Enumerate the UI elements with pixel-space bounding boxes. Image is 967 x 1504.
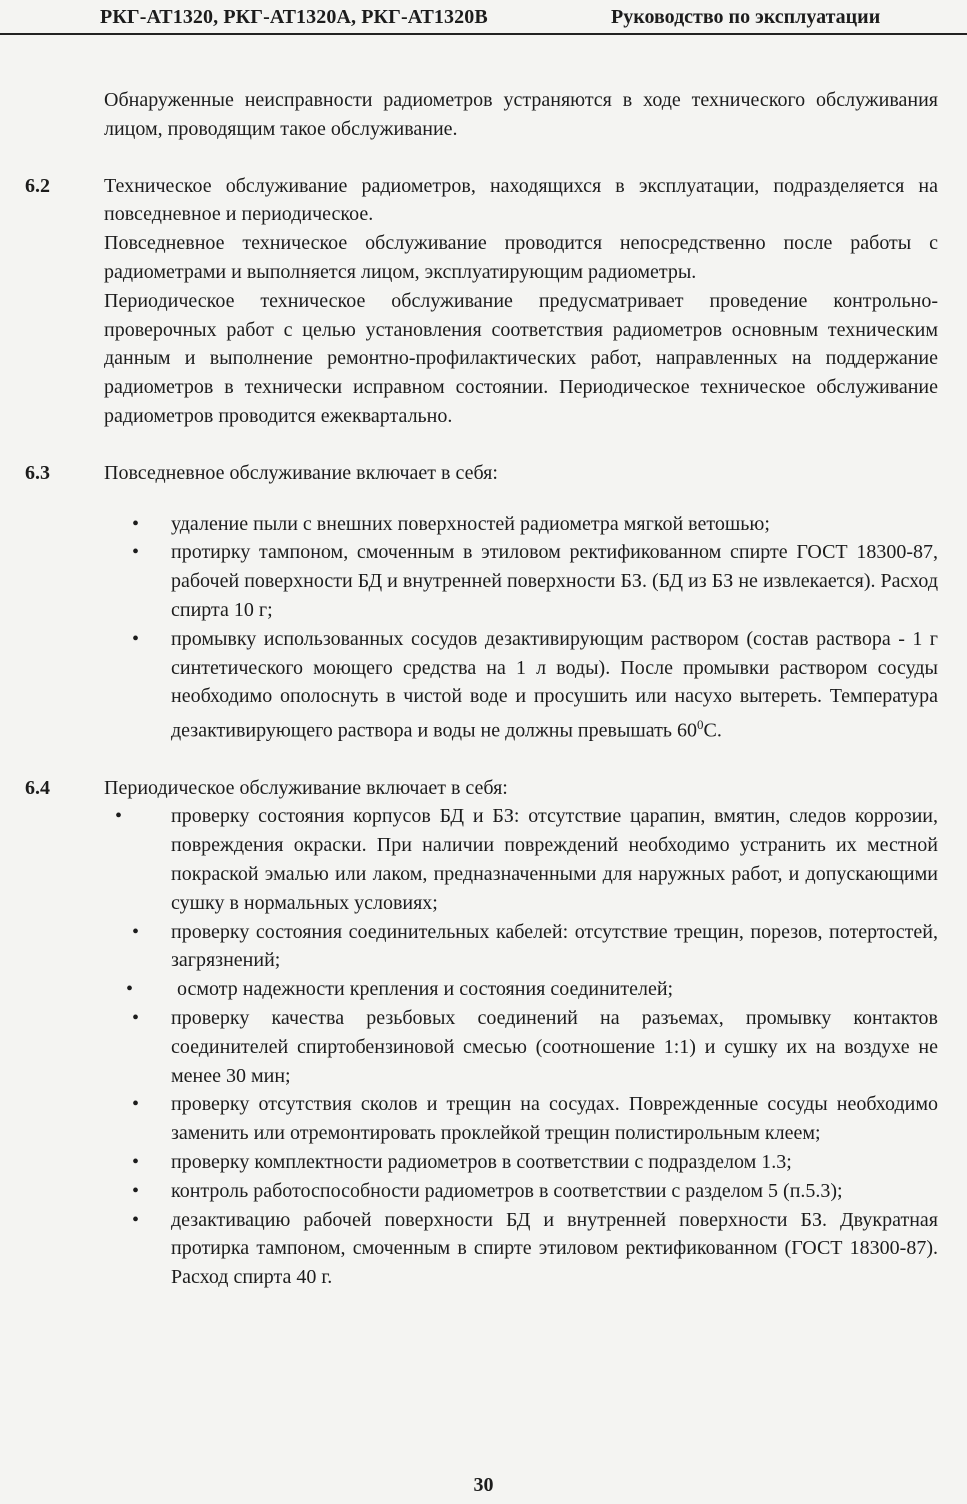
section-6-3 — [0, 459, 967, 746]
header-models: РКГ-АТ1320, РКГ-АТ1320А, РКГ-АТ1320В — [100, 6, 488, 28]
bullet-icon: • — [132, 512, 140, 535]
list-item-text: протирку тампоном, смоченным в этиловом ректификованном спирте ГОСТ 18300-87, рабочей поверхности БД и внутренней поверхности БЗ. (БД из БЗ не извлекается). Расход спирта 10 г; — [171, 541, 938, 621]
header-rule — [0, 33, 967, 35]
list-item — [115, 802, 938, 917]
bullet-icon: • — [115, 805, 123, 828]
list-item-text: проверку качества резьбовых соединений на разъемах, промывку контактов соединителей спиртобензиновой смесью (соотношение 1:1) и сушку их на воздухе не менее 30 мин; — [171, 1006, 938, 1087]
list-item — [132, 510, 938, 539]
section-number: 6.3 — [25, 461, 50, 484]
list-item — [132, 1148, 938, 1177]
list-item — [132, 1206, 938, 1292]
section-6-2-p2: Повседневное техническое обслуживание проводится непосредственно после работы с радиометрами и выполняется лицом, эксплуатирующим радиометры. — [104, 232, 938, 283]
header-doc-title: Руководство по эксплуатации — [611, 6, 881, 28]
daily-maintenance-list — [0, 510, 967, 746]
list-item — [132, 538, 938, 624]
section-6-4-title: Периодическое обслуживание включает в себя: — [104, 776, 508, 799]
periodic-maintenance-list — [0, 802, 967, 1292]
page-number: 30 — [473, 1474, 494, 1496]
degree-sup: 0 — [697, 717, 704, 733]
bullet-icon: • — [132, 627, 140, 650]
list-item-text: дезактивацию рабочей поверхности БД и внутренней поверхности БЗ. Двукратная протирка тампоном, смоченным в спирте этиловом ректификованном (ГОСТ 18300-87). Расход спирта 40 г. — [171, 1208, 938, 1289]
section-number: 6.4 — [25, 776, 50, 799]
list-item — [132, 1004, 938, 1090]
bullet-icon: • — [132, 1208, 140, 1231]
list-item-text: проверку состояния соединительных кабелей: отсутствие трещин, порезов, потертостей, загрязнений; — [171, 920, 938, 972]
list-item-text: проверку отсутствия сколов и трещин на сосудах. Поврежденные сосуды необходимо заменить или отремонтировать проклейкой трещин полистирольным клеем; — [171, 1093, 938, 1145]
section-6-3-title: Повседневное обслуживание включает в себя: — [104, 461, 498, 484]
section-6-2-p3: Периодическое техническое обслуживание предусматривает проведение контрольно-проверочных работ с целью установления соответствия радиометров основным техническим данным и выполнение ремонтно-профилактических работ, направленных на поддержание радиометров в технически исправном состоянии. Периодическое техническое обслуживание радиометров проводится ежеквартально. — [104, 289, 938, 427]
list-item-text: удаление пыли с внешних поверхностей радиометра мягкой ветошью; — [171, 512, 770, 535]
temp-unit: С. — [703, 719, 722, 742]
section-6-2-p1: Техническое обслуживание радиометров, находящихся в эксплуатации, подразделяется на повседневное и периодическое. — [104, 174, 938, 226]
bullet-icon: • — [132, 1093, 140, 1116]
section-6-4 — [0, 774, 967, 1292]
bullet-icon: • — [132, 1150, 140, 1173]
intro-paragraph: Обнаруженные неисправности радиометров устраняются в ходе технического обслуживания лицом, проводящим такое обслуживание. — [104, 89, 938, 140]
bullet-icon: • — [132, 541, 140, 564]
bullet-icon: • — [132, 1179, 140, 1202]
list-item — [132, 1177, 938, 1206]
page-header — [0, 0, 967, 34]
list-item — [132, 918, 938, 976]
list-item-text: проверку комплектности радиометров в соответствии с подразделом 1.3; — [171, 1150, 792, 1173]
bullet-icon: • — [132, 1006, 140, 1029]
section-6-2 — [0, 172, 967, 431]
list-item-text: проверку состояния корпусов БД и БЗ: отсутствие царапин, вмятин, следов коррозии, повреждения окраски. При наличии повреждений необходимо устранить их местной покраской эмалью или лаком, предназначенными для наружных работ, и допускающими сушку в нормальных условиях; — [171, 805, 938, 914]
list-item-text: промывку использованных сосудов дезактивирующим раствором (состав раствора - 1 г синтетического моющего средства на 1 л воды). После промывки раствором сосуды необходимо ополоснуть в чистой воде и просушить или насухо вытереть. Температура дезактивирующего раствора и воды не должны превышать 60 — [171, 627, 938, 742]
list-item — [132, 625, 938, 746]
list-item — [126, 975, 938, 1004]
list-item — [132, 1090, 938, 1148]
bullet-icon: • — [132, 920, 140, 943]
list-item-text: контроль работоспособности радиометров в соответствии с разделом 5 (п.5.3); — [171, 1179, 843, 1202]
list-item-text: осмотр надежности крепления и состояния соединителей; — [177, 978, 674, 1001]
section-number: 6.2 — [25, 174, 50, 197]
page-content — [0, 86, 967, 1292]
bullet-icon: • — [126, 978, 134, 1001]
